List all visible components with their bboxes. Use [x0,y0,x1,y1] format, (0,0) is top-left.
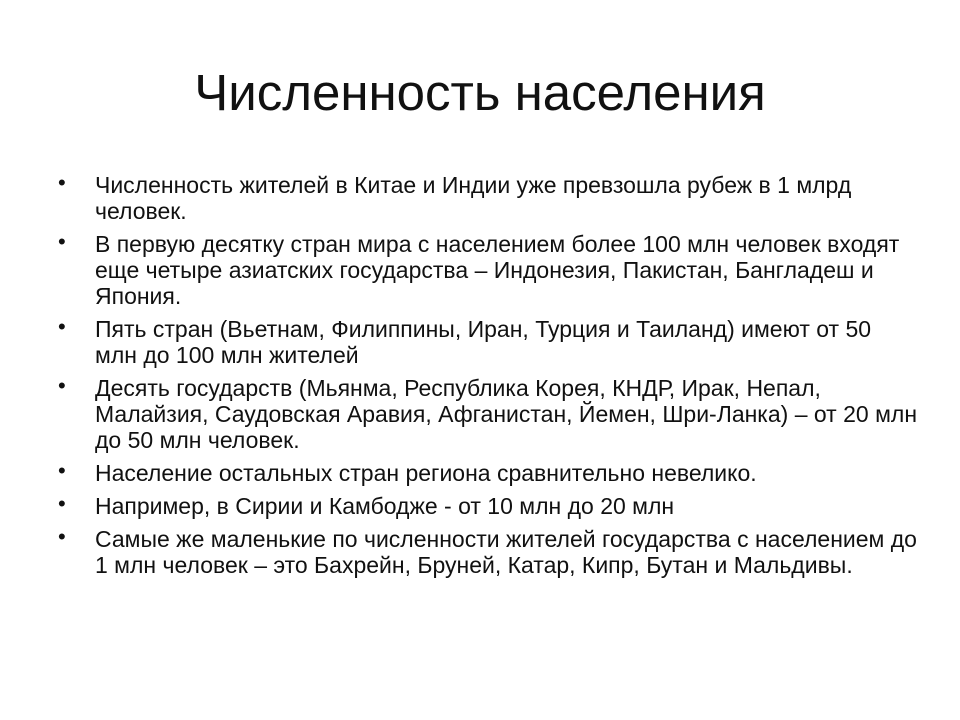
bullet-icon: • [58,229,66,254]
bullet-icon: • [58,458,66,483]
bullet-text: Самые же маленькие по численности жителей государства с населением до 1 млн человек – это Бахрейн, Бруней, Катар, Кипр, Бутан и Мальдивы. [95,526,917,578]
bullet-icon: • [58,524,66,549]
bullet-list [58,172,918,585]
bullet-icon: • [58,170,66,195]
bullet-item [58,526,918,578]
bullet-item [58,316,918,368]
bullet-icon: • [58,314,66,339]
bullet-text: Пять стран (Вьетнам, Филиппины, Иран, Турция и Таиланд) имеют от 50 млн до 100 млн жителей [95,316,872,368]
bullet-item [58,231,918,309]
bullet-item [58,172,918,224]
slide-title: Численность населения [194,64,766,121]
bullet-text: Например, в Сирии и Камбодже - от 10 млн до 20 млн [95,493,675,519]
bullet-item [58,460,918,486]
bullet-icon: • [58,373,66,398]
bullet-icon: • [58,491,66,516]
bullet-item [58,493,918,519]
bullet-item [58,375,918,453]
bullet-text: Десять государств (Мьянма, Республика Корея, КНДР, Ирак, Непал, Малайзия, Саудовская Аравия, Афганистан, Йемен, Шри-Ланка) – от 20 млн до 50 млн человек. [95,375,918,453]
bullet-text: В первую десятку стран мира с населением более 100 млн человек входят еще четыре азиатских государства – Индонезия, Пакистан, Бангладеш и Япония. [95,231,900,309]
bullet-text: Население остальных стран региона сравнительно невелико. [95,460,757,486]
bullet-text: Численность жителей в Китае и Индии уже превзошла рубеж в 1 млрд человек. [95,172,852,224]
